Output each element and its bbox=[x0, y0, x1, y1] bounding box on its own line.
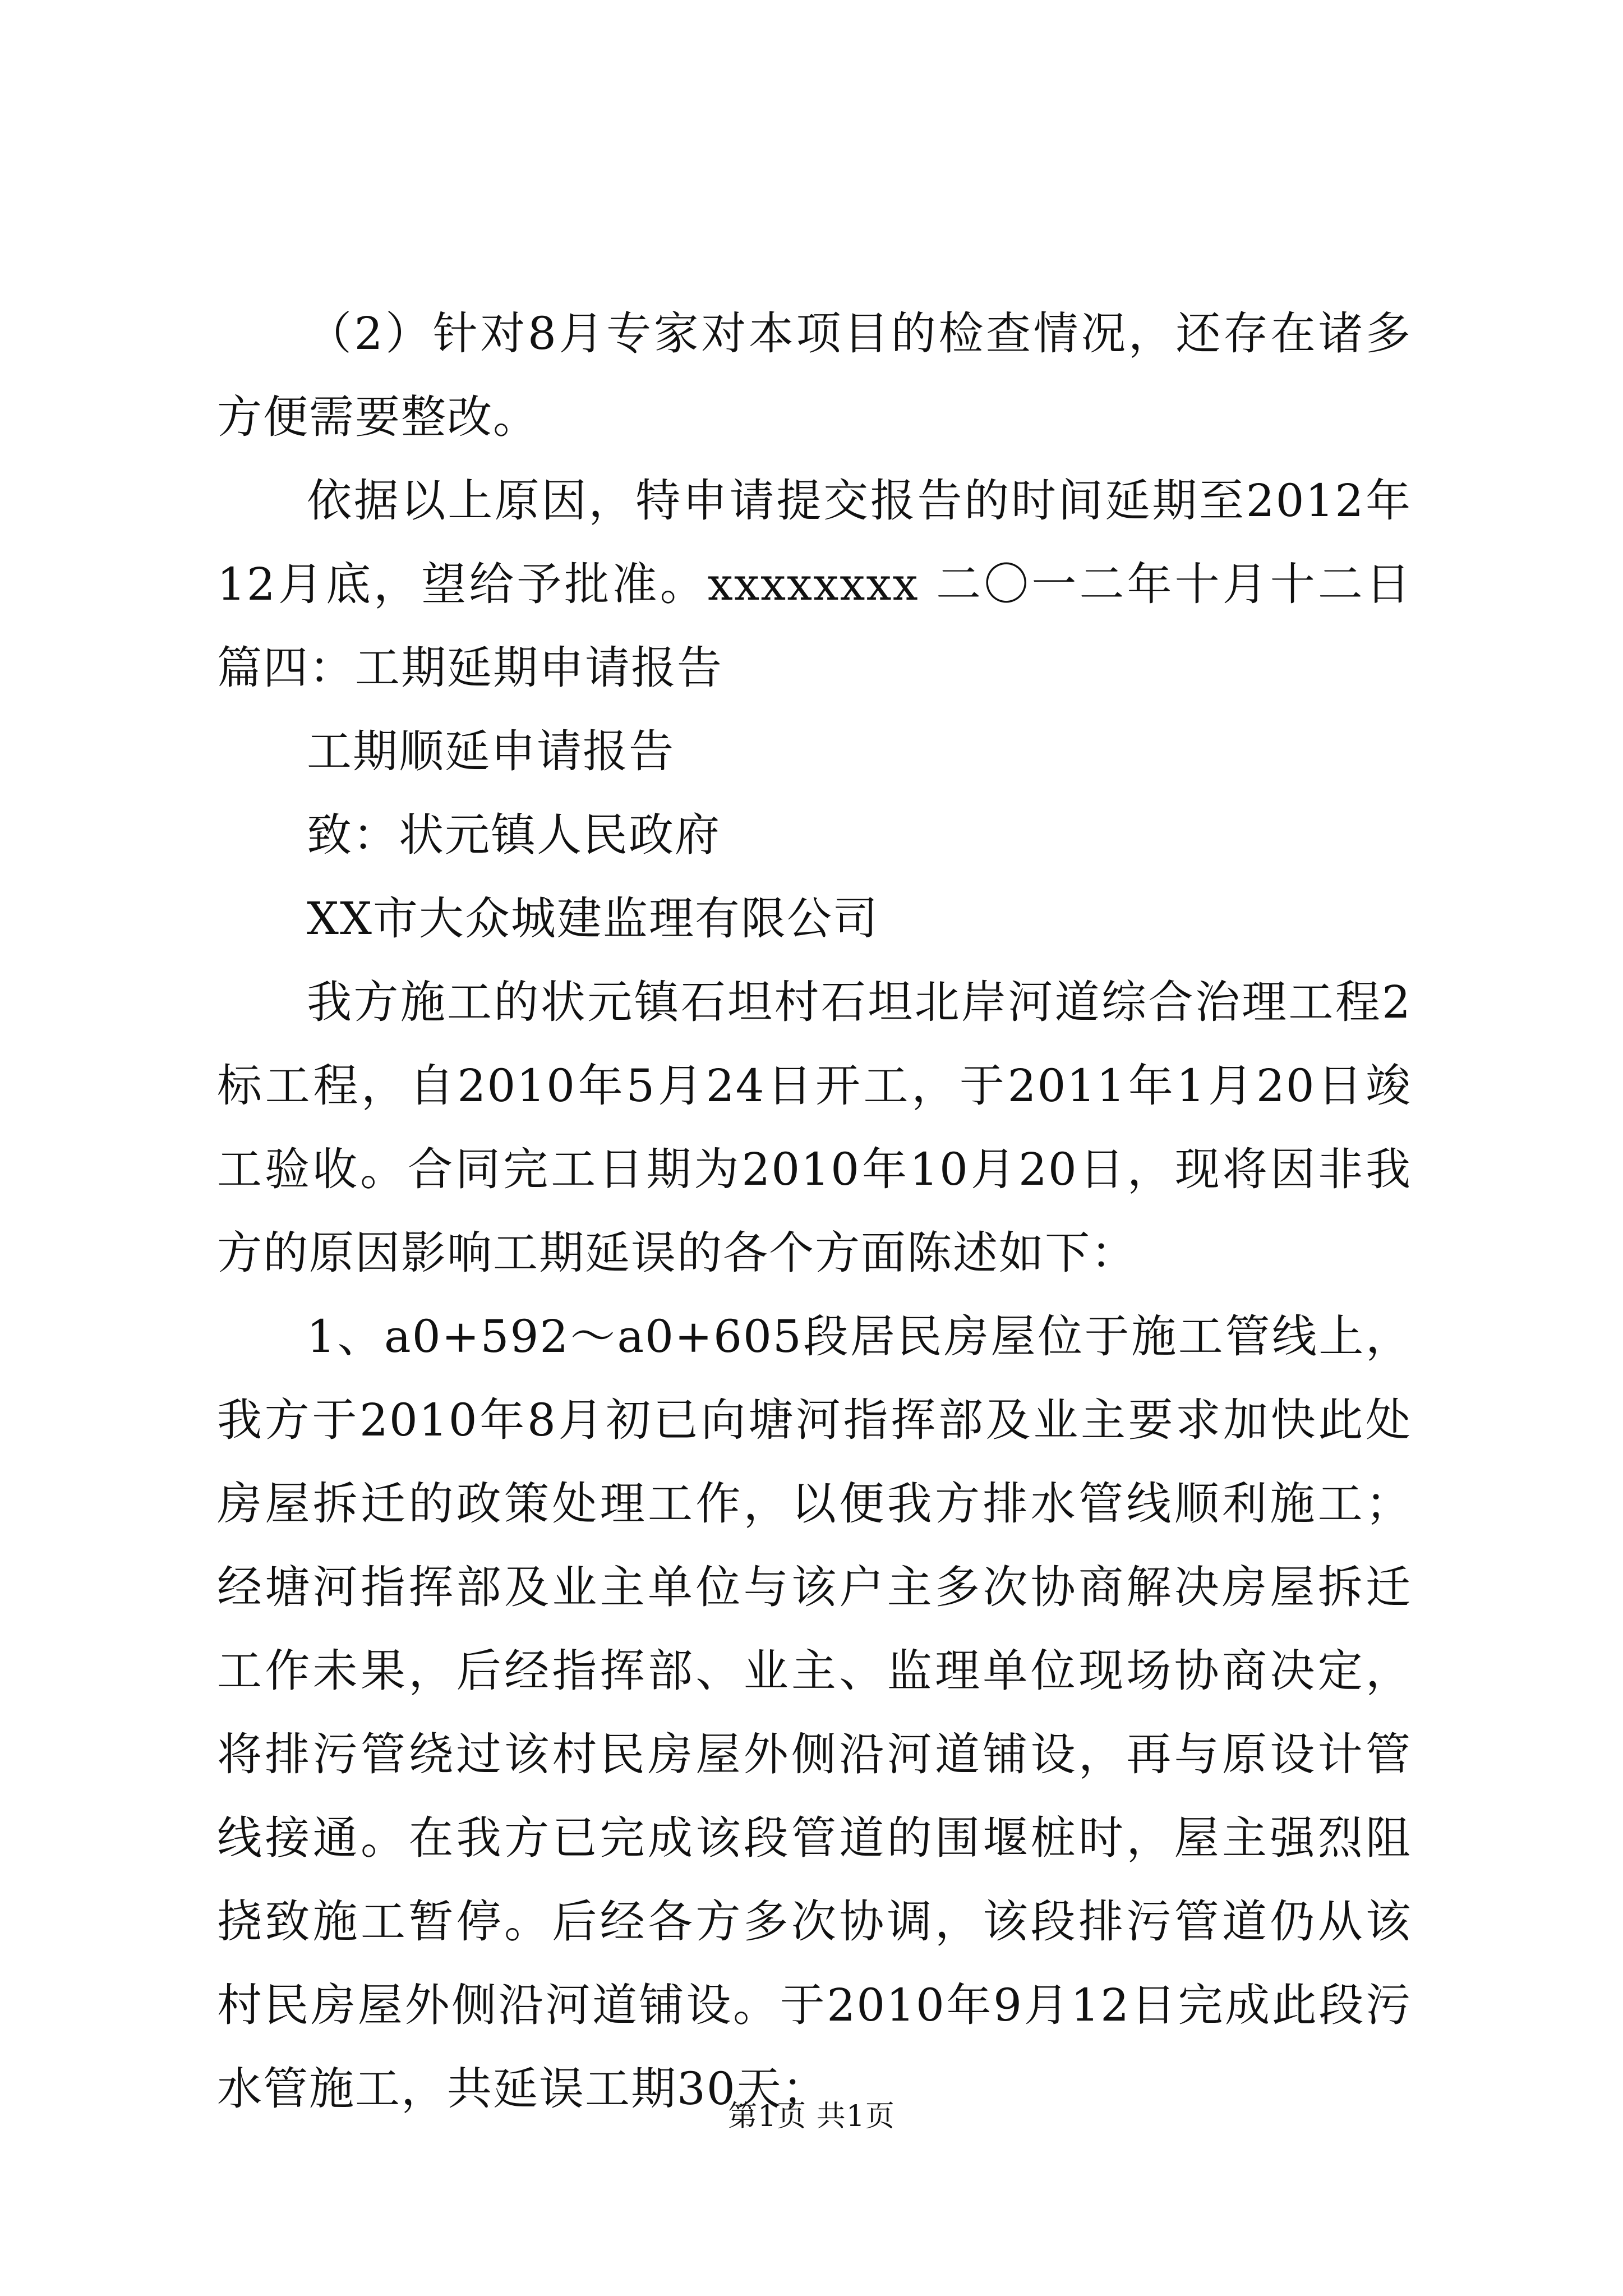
paragraph-project-overview: 我方施工的状元镇石坦村石坦北岸河道综合治理工程2标工程，自2010年5月24日开工，于2011年1月20日竣工验收。合同完工日期为2010年10月20日，现将因非我方的原因影响工期延误的各个方面陈述如下： bbox=[217, 976, 1412, 1279]
paragraph-extension-request: 依据以上原因，特申请提交报告的时间延期至2012年12月底，望给予批准。xxxxxxxx 二〇一二年十月十二日篇四：工期延期申请报告 bbox=[217, 475, 1412, 694]
paragraph-report-title: 工期顺延申请报告 bbox=[307, 725, 675, 777]
page-footer: 第1页 共1页 bbox=[728, 2100, 895, 2133]
paragraph-rectification-note: （2）针对8月专家对本项目的检查情况，还存在诸多方便需要整改。 bbox=[217, 307, 1412, 443]
paragraph-delay-reason-1: 1、a0+592～a0+605段居民房屋位于施工管线上，我方于2010年8月初已向塘河指挥部及业主要求加快此处房屋拆迁的政策处理工作，以便我方排水管线顺利施工；经塘河指挥部及业主单位与该户主多次协商解决房屋拆迁工作未果，后经指挥部、业主、监理单位现场协商决定，将排污管绕过该村民房屋外侧沿河道铺设，再与原设计管线接通。在我方已完成该段管道的围堰桩时，屋主强烈阻挠致施工暂停。后经各方多次协调，该段排污管道仍从该村民房屋外侧沿河道铺设。于2010年9月12日完成此段污水管施工，共延误工期30天； bbox=[217, 1310, 1412, 2115]
paragraph-addressee-supervisor: XX市大众城建监理有限公司 bbox=[307, 892, 879, 945]
paragraph-addressee-government: 致：状元镇人民政府 bbox=[307, 809, 721, 861]
document-body bbox=[217, 292, 1412, 2131]
